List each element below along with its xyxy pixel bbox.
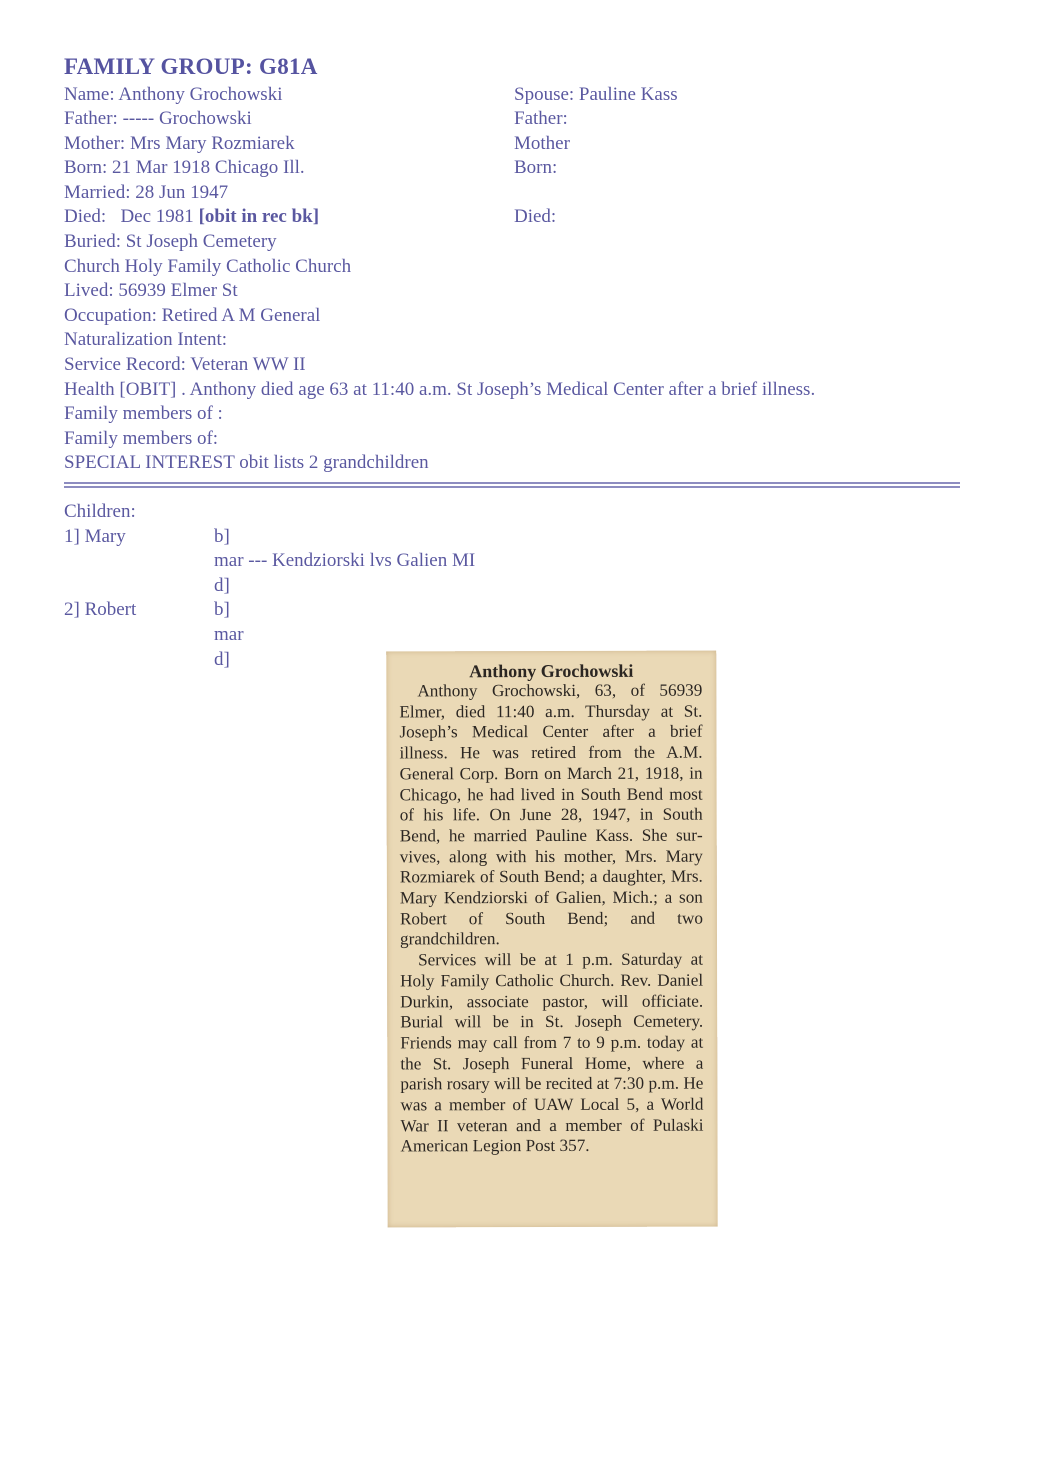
family-members-1: Family members of : <box>64 403 223 424</box>
person-father: Father: ----- Grochowski <box>64 108 252 129</box>
child-born: b] <box>214 599 230 620</box>
children-heading: Children: <box>64 501 136 522</box>
person-service: Service Record: Veteran WW II <box>64 354 306 375</box>
spouse-died: Died: <box>514 206 557 227</box>
clipping-title: Anthony Grochowski <box>469 660 634 682</box>
died-date: Died: Dec 1981 <box>64 206 199 227</box>
clipping-paragraph: Services will be at 1 p.m. Saturday at Holy Family Catholic Church. Rev. Daniel Durkin, associate pastor, will officiate. Burial will be in St. Joseph Cemetery. Friends may call from 7 to 9 p.m. today at the St. Joseph Funeral Home, where a parish rosary will be recited at 7:30 p.m. He was a member of UAW Local 5, a World War II veteran and a member of Pulaski American Legion Post 357. <box>400 949 704 1156</box>
spouse-name: Spouse: Pauline Kass <box>514 84 678 105</box>
person-buried: Buried: St Joseph Cemetery <box>64 231 277 252</box>
special-interest: SPECIAL INTEREST obit lists 2 grandchildren <box>64 452 429 473</box>
person-naturalization: Naturalization Intent: <box>64 329 228 350</box>
person-church: Church Holy Family Catholic Church <box>64 256 352 277</box>
spouse-born: Born: <box>514 157 558 178</box>
child-married: mar --- Kendziorski lvs Galien MI <box>214 550 476 571</box>
family-members-2: Family members of: <box>64 428 219 449</box>
person-occupation: Occupation: Retired A M General <box>64 305 321 326</box>
child-name: 2] Robert <box>64 599 137 620</box>
person-health: Health [OBIT] . Anthony died age 63 at 11:40 a.m. St Joseph’s Medical Center after a brief illness. <box>64 379 816 400</box>
child-born: b] <box>214 526 230 547</box>
obituary-clipping <box>386 651 718 1228</box>
clipping-body <box>399 681 703 1158</box>
child-died: d] <box>214 649 230 670</box>
child-married: mar <box>214 624 244 645</box>
person-born: Born: 21 Mar 1918 Chicago Ill. <box>64 157 305 178</box>
clipping-paragraph: Anthony Grochowski, 63, of 56939 Elmer, died 11:40 a.m. Thursday at St. Joseph’s Medical Center after a brief illness. He was retired from the A.M. General Corp. Born on March 21, 1918, in Chicago, he had lived in South Bend most of his life. On June 28, 1947, in South Bend, he married Pauline Kass. She survives, along with his mother, Mrs. Mary Rozmiarek of South Bend; a daughter, Mrs. Mary Kendziorski of Galien, Mich.; a son Robert of South Bend; and two grandchildren. <box>399 680 703 949</box>
person-lived: Lived: 56939 Elmer St <box>64 280 238 301</box>
person-married: Married: 28 Jun 1947 <box>64 182 229 203</box>
spouse-father: Father: <box>514 108 568 129</box>
person-died <box>64 205 319 229</box>
section-divider <box>64 482 960 488</box>
person-mother: Mother: Mrs Mary Rozmiarek <box>64 133 295 154</box>
child-died: d] <box>214 575 230 596</box>
person-name: Name: Anthony Grochowski <box>64 84 283 105</box>
child-name: 1] Mary <box>64 526 126 547</box>
died-note: [obit in rec bk] <box>198 206 320 227</box>
page-title: FAMILY GROUP: G81A <box>64 54 318 79</box>
spouse-mother: Mother <box>514 133 570 154</box>
